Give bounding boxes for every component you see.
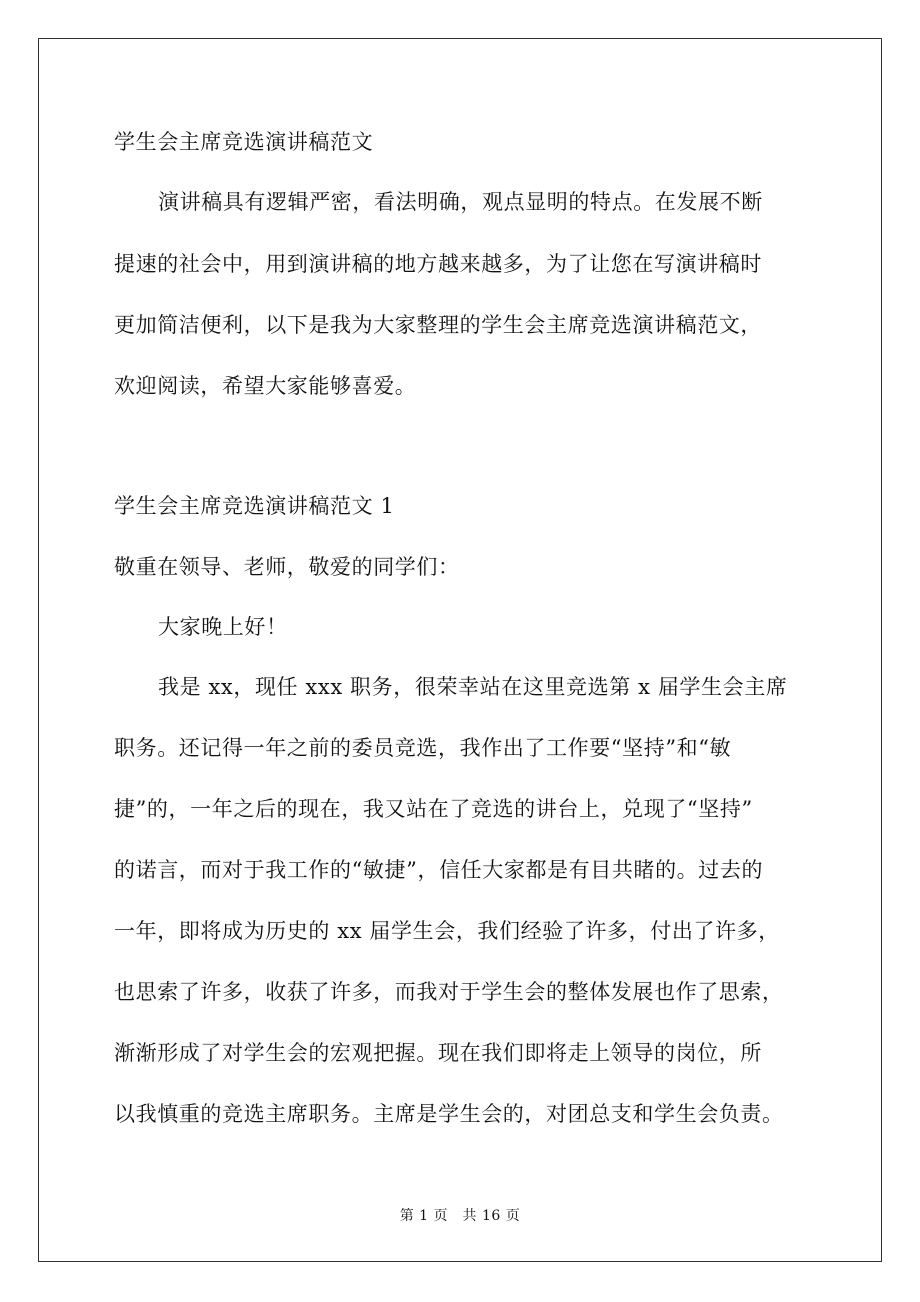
salutation: 敬重在领导、老师，敬爱的同学们： xyxy=(114,555,460,579)
document-title: 学生会主席竞选演讲稿范文 xyxy=(114,130,374,154)
intro-line: 提速的社会中，用到演讲稿的地方越来越多，为了让您在写演讲稿时 xyxy=(114,252,762,276)
intro-line: 更加简洁便利，以下是我为大家整理的学生会主席竞选演讲稿范文， xyxy=(114,313,762,337)
section-title: 学生会主席竞选演讲稿范文 1 xyxy=(114,494,395,518)
page-border xyxy=(38,38,882,1262)
body-line: 我是 xx，现任 xxx 职务，很荣幸站在这里竞选第 x 届学生会主席 xyxy=(158,675,788,699)
body-line: 也思索了许多，收获了许多，而我对于学生会的整体发展也作了思索， xyxy=(114,980,784,1004)
body-line: 渐渐形成了对学生会的宏观把握。现在我们即将走上领导的岗位，所 xyxy=(114,1041,762,1065)
intro-line: 演讲稿具有逻辑严密，看法明确，观点显明的特点。在发展不断 xyxy=(158,190,763,214)
body-line: 的诺言，而对于我工作的“敏捷”，信任大家都是有目共睹的。过去的 xyxy=(114,858,764,882)
greeting: 大家晚上好！ xyxy=(158,615,288,639)
body-line: 职务。还记得一年之前的委员竞选，我作出了工作要“坚持”和“敏 xyxy=(114,736,732,760)
body-line: 捷”的，一年之后的现在，我又站在了竞选的讲台上，兑现了“坚持” xyxy=(114,797,753,821)
intro-line: 欢迎阅读，希望大家能够喜爱。 xyxy=(114,374,417,398)
page-number: 第 1 页 共 16 页 xyxy=(399,1208,521,1224)
body-line: 一年，即将成为历史的 xx 届学生会，我们经验了许多，付出了许多， xyxy=(114,919,780,943)
body-line: 以我慎重的竞选主席职务。主席是学生会的，对团总支和学生会负责。 xyxy=(114,1102,784,1126)
